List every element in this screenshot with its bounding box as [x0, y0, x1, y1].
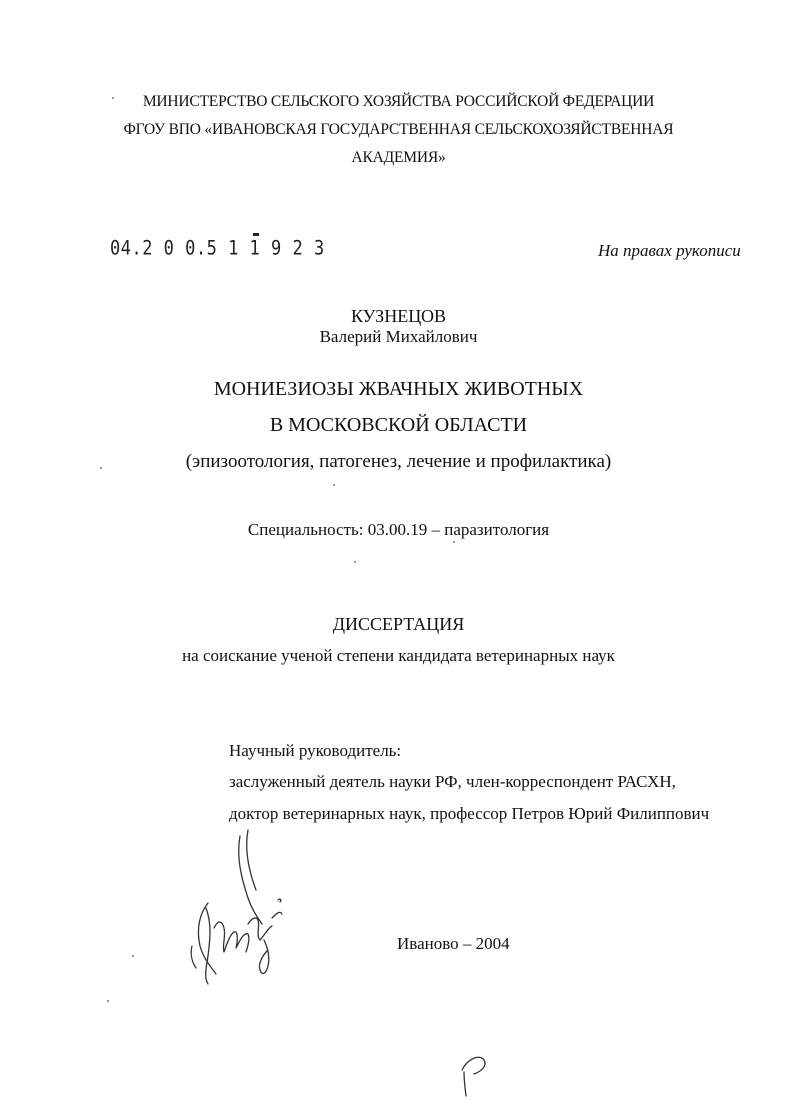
author-name: Валерий Михайлович: [319, 327, 478, 346]
academy-line: ФГОУ ВПО «ИВАНОВСКАЯ ГОСУДАРСТВЕННАЯ СЕЛЬСКОХОЗЯЙСТВЕННАЯ: [123, 121, 674, 138]
academy-line-end: АКАДЕМИЯ»: [351, 149, 446, 166]
scan-speck: [100, 467, 102, 469]
scan-speck: [132, 955, 134, 957]
thesis-title-line-1: МОНИЕЗИОЗЫ ЖВАЧНЫХ ЖИВОТНЫХ: [213, 378, 584, 400]
supervisor-line-2: доктор ветеринарных наук, профессор Петров Юрий Филиппович: [229, 804, 710, 823]
author-surname: КУЗНЕЦОВ: [351, 306, 446, 326]
ministry-line: МИНИСТЕРСТВО СЕЛЬСКОГО ХОЗЯЙСТВА РОССИЙСКОЙ ФЕДЕРАЦИИ: [142, 93, 655, 110]
supervisor-label: Научный руководитель:: [229, 741, 402, 760]
scan-speck: [453, 541, 455, 543]
document-type: ДИССЕРТАЦИЯ: [332, 614, 465, 634]
thesis-subtitle: (эпизоотология, патогенез, лечение и профилактика): [185, 451, 612, 472]
handwritten-mark: [456, 1050, 496, 1100]
stamp-mark: [253, 233, 259, 236]
scan-speck: [107, 1000, 109, 1002]
supervisor-line-1: заслуженный деятель науки РФ, член-корреспондент РАСХН,: [229, 772, 676, 791]
specialty: Специальность: 03.00.19 – паразитология: [247, 520, 550, 539]
scan-speck: [354, 561, 356, 563]
scan-speck: [333, 484, 335, 486]
place-year: Иваново – 2004: [397, 934, 510, 953]
degree-line: на соискание ученой степени кандидата ветеринарных наук: [182, 646, 615, 665]
thesis-title-line-2: В МОСКОВСКОЙ ОБЛАСТИ: [269, 414, 528, 436]
handwritten-signature: [178, 828, 288, 988]
library-stamp-number: 04.2 0 0.5 1 1 9 2 3: [110, 237, 325, 260]
scan-speck: [112, 97, 114, 99]
rights-note: На правах рукописи: [598, 241, 741, 260]
